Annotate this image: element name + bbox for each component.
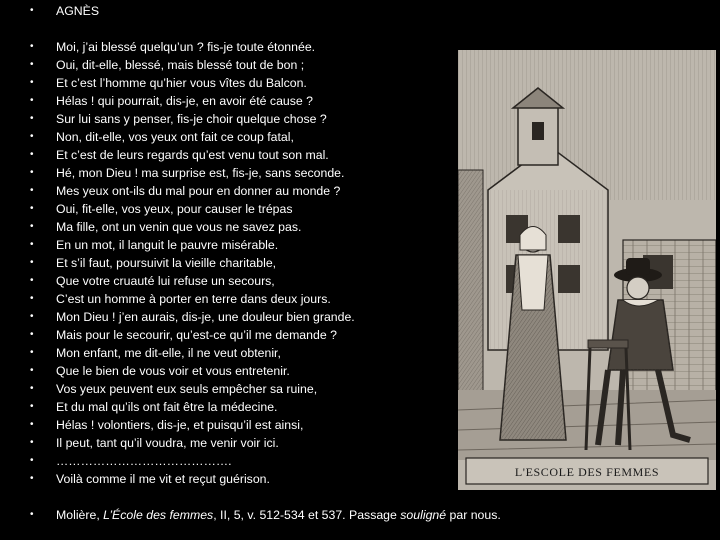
bullet: • [30,383,34,394]
verse-text: Hélas ! volontiers, dis-je, et puisqu’il est ainsi, [56,418,304,432]
bullet: • [30,329,34,340]
verse-line [30,182,340,200]
bullet: • [30,167,34,178]
speaker-name: AGNÈS [56,4,100,18]
bullet: • [30,95,34,106]
verse-text: Non, dit-elle, vos yeux ont fait ce coup fatal, [56,130,294,144]
bullet: • [30,113,34,124]
bullet: • [30,203,34,214]
bullet: • [30,473,34,484]
verse-text: C’est un homme à porter en terre dans deux jours. [56,292,331,306]
verse-text: Que votre cruauté lui refuse un secours, [56,274,275,288]
speaker-line [30,2,99,20]
bullet: • [30,149,34,160]
verse-line [30,110,327,128]
citation-reference: , II, 5, v. 512-534 et 537. Passage [213,508,401,522]
citation-author: Molière, [56,508,104,522]
verse-line [30,236,278,254]
verse-text: Que le bien de vous voir et vous entretenir. [56,364,290,378]
bullet: • [30,311,34,322]
verse-line [30,398,277,416]
bullet: • [30,131,34,142]
verse-text: Oui, dit-elle, blessé, mais blessé tout de bon ; [56,58,305,72]
verse-line [30,452,232,470]
verse-line [30,146,329,164]
verse-text: Vos yeux peuvent eux seuls empêcher sa ruine, [56,382,318,396]
bullet: • [30,455,34,466]
bullet: • [30,77,34,88]
verse-line [30,218,301,236]
bullet: • [30,401,34,412]
verse-line [30,74,307,92]
bullet: • [30,5,34,16]
bullet: • [30,239,34,250]
bullet: • [30,41,34,52]
verse-line [30,200,292,218]
verse-text: Et c’est de leurs regards qu’est venu tout son mal. [56,148,329,162]
verse-line [30,434,279,452]
verse-line [30,92,313,110]
verse-text: Oui, fit-elle, vos yeux, pour causer le trépas [56,202,293,216]
bullet: • [30,419,34,430]
verse-line [30,362,290,380]
verse-text: Voilà comme il me vit et reçut guérison. [56,472,270,486]
verse-line [30,164,344,182]
verse-text: Mon enfant, me dit-elle, il ne veut obtenir, [56,346,281,360]
bullet: • [30,365,34,376]
bullet: • [30,275,34,286]
verse-line [30,128,294,146]
verse-line [30,254,276,272]
bullet: • [30,293,34,304]
engraving-illustration [458,50,716,490]
bullet: • [30,59,34,70]
verse-line [30,470,270,488]
citation-note: par nous. [446,508,501,522]
engraving-drawing [458,50,716,490]
bullet: • [30,437,34,448]
verse-line [30,290,331,308]
verse-text: Mais pour le secourir, qu’est-ce qu’il me demande ? [56,328,337,342]
bullet: • [30,185,34,196]
verse-text: Et s’il faut, poursuivit la vieille charitable, [56,256,277,270]
bullet: • [30,221,34,232]
verse-text: Et du mal qu’ils ont fait être la médecine. [56,400,278,414]
verse-line [30,344,281,362]
verse-text: Moi, j’ai blessé quelqu’un ? fis-je toute étonnée. [56,40,316,54]
verse-line [30,326,337,344]
ellipsis-line: ……………………………………. [56,454,232,468]
verse-text: Mon Dieu ! j’en aurais, dis-je, une douleur bien grande. [56,310,355,324]
verse-text: Mes yeux ont-ils du mal pour en donner au monde ? [56,184,341,198]
verse-text: En un mot, il languit le pauvre misérable. [56,238,279,252]
verse-text: Hélas ! qui pourrait, dis-je, en avoir été cause ? [56,94,314,108]
citation-text [56,506,501,524]
citation-emphasis: souligné [400,508,447,522]
verse-text: Sur lui sans y penser, fis-je choir quelque chose ? [56,112,327,126]
verse-line [30,56,304,74]
verse-line [30,272,275,290]
verse-text: Ma fille, ont un venin que vous ne savez pas. [56,220,302,234]
bullet: • [30,257,34,268]
bullet: • [30,509,34,520]
verse-text: Hé, mon Dieu ! ma surprise est, fis-je, sans seconde. [56,166,345,180]
verse-text: Il peut, tant qu’il voudra, me venir voir ici. [56,436,279,450]
verse-line [30,416,303,434]
bullet: • [30,347,34,358]
verse-line [30,38,315,56]
citation-work-title: L’École des femmes [103,508,214,522]
verse-line [30,380,317,398]
source-citation [30,506,501,524]
illustration-caption: L'ESCOLE DES FEMMES [514,465,660,479]
verse-line [30,308,355,326]
verse-text: Et c’est l’homme qu’hier vous vîtes du Balcon. [56,76,307,90]
